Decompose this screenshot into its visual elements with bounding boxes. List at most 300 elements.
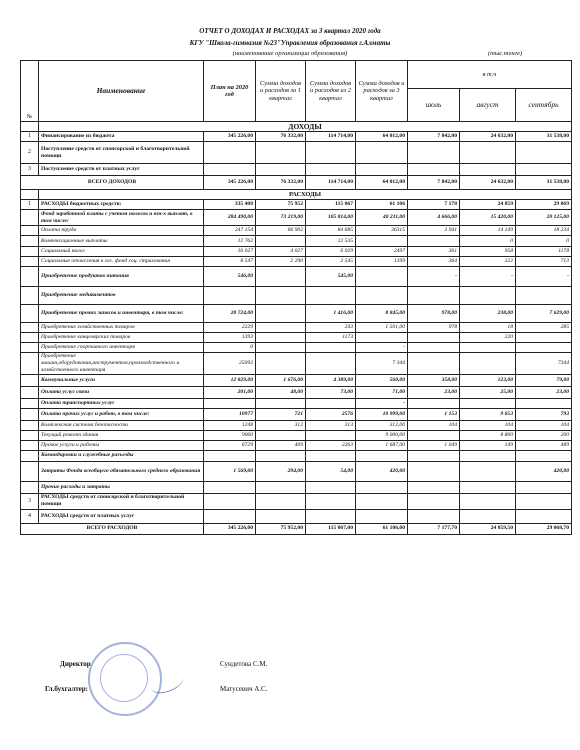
row-name: РАСХОДЫ средств от платных услуг: [39, 509, 204, 523]
value-q3: 560,00: [356, 375, 408, 387]
value-plan: [204, 481, 256, 493]
value-q2: [306, 481, 356, 493]
value-m3: 1178: [516, 246, 572, 256]
row-name: Финансирование из бюджета: [39, 132, 204, 142]
value-q1: 73 219,00: [256, 210, 306, 226]
row-name: Оплата транспортных услуг: [39, 399, 204, 409]
value-q2: [306, 342, 356, 352]
value-plan: 345 226,00: [204, 176, 256, 190]
value-m2: [460, 342, 516, 352]
value-q1: [256, 164, 306, 176]
value-m1: 1 153: [408, 409, 460, 421]
row-name: Текущий ремонт здания: [39, 431, 204, 441]
col-q1: Сумма доходов и расходов за 1 квартал: [256, 61, 306, 122]
value-m3: 23,00: [516, 387, 572, 399]
value-m3: 31 538,00: [516, 176, 572, 190]
value-q3: 61 106,00: [356, 523, 408, 534]
value-plan: 28 724,00: [204, 304, 256, 322]
row-name: Оплата прочих услуг и работ, в том числе:: [39, 409, 204, 421]
col-august: август: [460, 88, 516, 121]
value-m3: 200: [516, 431, 572, 441]
value-m1: [408, 493, 460, 509]
row-number: [21, 236, 39, 246]
value-m3: 7 629,00: [516, 304, 572, 322]
value-m3: -: [516, 266, 572, 286]
accountant-label: Гл.бухгалтер:: [45, 685, 89, 693]
value-q2: 105 814,00: [306, 210, 356, 226]
value-m3: [516, 286, 572, 304]
row-name: Поступление средств от платных услуг: [39, 164, 204, 176]
value-plan: 9060: [204, 431, 256, 441]
value-q1: 48,00: [256, 387, 306, 399]
row-number: 3: [21, 164, 39, 176]
col-plan: План на 2020 год: [204, 61, 256, 122]
row-name: Социальный налог: [39, 246, 204, 256]
value-m2: [460, 451, 516, 461]
value-m3: 18 234: [516, 226, 572, 236]
row-number: [21, 226, 39, 236]
value-m1: 364: [408, 256, 460, 266]
row-name: Оплата услуг связи: [39, 387, 204, 399]
expense-row: [21, 256, 572, 266]
value-m1: [408, 431, 460, 441]
value-plan: 345 226,00: [204, 132, 256, 142]
section-title: РАСХОДЫ: [39, 190, 572, 200]
expense-row: [21, 461, 572, 481]
value-q1: [256, 266, 306, 286]
value-m1: 7 842,00: [408, 132, 460, 142]
row-number: [21, 409, 39, 421]
value-q3: [356, 286, 408, 304]
value-q3: 2497: [356, 246, 408, 256]
value-m3: [516, 493, 572, 509]
value-m2: [460, 493, 516, 509]
value-q2: [306, 451, 356, 461]
expense-row: [21, 399, 572, 409]
value-plan: 12 829,00: [204, 375, 256, 387]
value-m2: 25,00: [460, 387, 516, 399]
value-q1: 409: [256, 441, 306, 451]
value-q1: 4 027: [256, 246, 306, 256]
expense-row: [21, 509, 572, 523]
header-row: [21, 61, 572, 89]
value-m3: 420,00: [516, 461, 572, 481]
row-number: [21, 332, 39, 342]
row-name: Прочие расходы и затраты: [39, 481, 204, 493]
row-number: [21, 246, 39, 256]
value-m2: [460, 142, 516, 164]
director-name: Сундетова С.М.: [220, 660, 268, 668]
col-september: сентябрь: [516, 88, 572, 121]
value-q2: 545,00: [306, 266, 356, 286]
income-section-row: [21, 122, 572, 132]
value-m1: [408, 164, 460, 176]
value-q1: 76 332,00: [256, 176, 306, 190]
director-label: Директор: [60, 660, 91, 668]
value-q1: 294,00: [256, 461, 306, 481]
accountant-name: Матусевич А.С.: [220, 685, 268, 693]
value-m2: 9 053: [460, 409, 516, 421]
value-m1: 7 178: [408, 200, 460, 210]
units-label: (тыс.тенге): [488, 50, 523, 57]
col-q2: Сумма доходов и расходов из 2 квартал: [306, 61, 356, 122]
value-q1: [256, 236, 306, 246]
row-number: 1: [21, 132, 39, 142]
row-name: Оплата труда: [39, 226, 204, 236]
row-number: 3: [21, 493, 39, 509]
value-q1: 75 952: [256, 200, 306, 210]
row-name: Коммунальные услуги: [39, 375, 204, 387]
value-plan: [204, 451, 256, 461]
value-m1: [408, 509, 460, 523]
value-q2: [306, 142, 356, 164]
value-q2: [306, 509, 356, 523]
row-name: Социальные отчисления в гос. фонд соц. страхования: [39, 256, 204, 266]
value-m1: 978: [408, 322, 460, 332]
row-number: 4: [21, 509, 39, 523]
expense-row: [21, 409, 572, 421]
value-m1: [408, 461, 460, 481]
value-m2: 322: [460, 256, 516, 266]
value-q2: 54,00: [306, 461, 356, 481]
value-m3: 713: [516, 256, 572, 266]
value-m2: 15 420,00: [460, 210, 516, 226]
row-number: [21, 481, 39, 493]
value-m2: 24 859,50: [460, 523, 516, 534]
value-q1: [256, 332, 306, 342]
expense-total-row: [21, 523, 572, 534]
section-no-cell: [21, 190, 39, 200]
value-m3: 489: [516, 441, 572, 451]
value-m1: [408, 286, 460, 304]
row-name: Затраты Фонда всеобщего обязательного среднего образования: [39, 461, 204, 481]
col-q3: Сумма доходов и расходов за 3 квартал: [356, 61, 408, 122]
expense-row: [21, 304, 572, 322]
value-plan: 247 154: [204, 226, 256, 236]
row-name: Приобретение хозяйственных товаров: [39, 322, 204, 332]
value-m1: 978,00: [408, 304, 460, 322]
row-name: Приобретение канцелярских товаров: [39, 332, 204, 342]
income-total-row: [21, 176, 572, 190]
value-m3: [516, 481, 572, 493]
value-q3: -: [356, 342, 408, 352]
value-q2: 6 029: [306, 246, 356, 256]
value-q2: 4 389,00: [306, 375, 356, 387]
value-q1: 76 332,00: [256, 132, 306, 142]
row-number: [21, 441, 39, 451]
value-m3: [516, 399, 572, 409]
value-m3: 20 125,00: [516, 210, 572, 226]
expense-row: [21, 421, 572, 431]
value-m1: 4 666,00: [408, 210, 460, 226]
value-q1: [256, 342, 306, 352]
col-july: июль: [408, 88, 460, 121]
row-number: [21, 256, 39, 266]
value-m2: [460, 509, 516, 523]
value-q2: 114 714,00: [306, 176, 356, 190]
value-plan: [204, 509, 256, 523]
report-title: ОТЧЕТ О ДОХОДАХ И РАСХОДАХ за 3 квартал 2020 года: [199, 27, 381, 35]
value-q1: 66 902: [256, 226, 306, 236]
value-m3: 31 538,00: [516, 132, 572, 142]
value-q3: [356, 451, 408, 461]
value-q3: 64 012,00: [356, 176, 408, 190]
value-m1: 361: [408, 246, 460, 256]
row-number: [21, 399, 39, 409]
value-q3: [356, 236, 408, 246]
expense-row: [21, 451, 572, 461]
value-m1: [408, 353, 460, 375]
expense-row: [21, 481, 572, 493]
value-q2: [306, 493, 356, 509]
value-q1: 312: [256, 421, 306, 431]
value-m2: -: [460, 266, 516, 286]
row-number: [21, 210, 39, 226]
value-m1: [408, 342, 460, 352]
value-m2: [460, 461, 516, 481]
expense-row: [21, 200, 572, 210]
value-m1: [408, 481, 460, 493]
value-q2: 1 416,00: [306, 304, 356, 322]
expense-row: [21, 286, 572, 304]
value-q1: [256, 399, 306, 409]
value-plan: 12 762: [204, 236, 256, 246]
value-q3: 1 501,00: [356, 322, 408, 332]
value-plan: 10977: [204, 409, 256, 421]
income-row: [21, 142, 572, 164]
value-q1: [256, 493, 306, 509]
value-q2: [306, 431, 356, 441]
value-q2: 115 067: [306, 200, 356, 210]
col-name: Наименование: [39, 61, 204, 122]
value-q2: 243: [306, 322, 356, 332]
value-q2: [306, 353, 356, 375]
value-m2: 0: [460, 236, 516, 246]
value-q3: [356, 332, 408, 342]
value-q3: [356, 493, 408, 509]
value-plan: 8 547: [204, 256, 256, 266]
value-plan: 6729: [204, 441, 256, 451]
row-number: [21, 304, 39, 322]
row-number: [21, 431, 39, 441]
value-plan: [204, 493, 256, 509]
value-q1: [256, 304, 306, 322]
value-m1: 358,00: [408, 375, 460, 387]
value-q1: [256, 322, 306, 332]
value-q3: 61 106: [356, 200, 408, 210]
value-m1: [408, 451, 460, 461]
row-name: Приобретение продуктов питания: [39, 266, 204, 286]
row-number: [21, 375, 39, 387]
value-plan: [204, 399, 256, 409]
expense-section-row: [21, 190, 572, 200]
expense-row: [21, 441, 572, 451]
row-number: [21, 266, 39, 286]
value-m2: 220: [460, 332, 516, 342]
value-m2: 18: [460, 322, 516, 332]
value-q3: 71,00: [356, 387, 408, 399]
section-no-cell: [21, 122, 39, 132]
value-q3: 1 687,00: [356, 441, 408, 451]
value-m3: 0: [516, 236, 572, 246]
value-q3: 36315: [356, 226, 408, 236]
value-m1: [408, 332, 460, 342]
value-q2: 1173: [306, 332, 356, 342]
value-q3: 10 999,00: [356, 409, 408, 421]
value-plan: 201,00: [204, 387, 256, 399]
value-m3: [516, 342, 572, 352]
value-plan: 546,00: [204, 266, 256, 286]
expense-row: [21, 332, 572, 342]
value-q1: 2 290: [256, 256, 306, 266]
value-m2: [460, 286, 516, 304]
row-name: Приобретение медикаментов: [39, 286, 204, 304]
value-q3: -: [356, 399, 408, 409]
report-table: [20, 60, 572, 535]
row-name: РАСХОДЫ бюджетных средств:: [39, 200, 204, 210]
row-name: Приобретение прочих запасов и инвентаря, в том числе:: [39, 304, 204, 322]
value-m2: 238,00: [460, 304, 516, 322]
section-title: ДОХОДЫ: [39, 122, 572, 132]
expense-row: [21, 266, 572, 286]
row-name: РАСХОДЫ средств от спонсорской и благотворительной помощи: [39, 493, 204, 509]
row-number: 1: [21, 200, 39, 210]
value-q3: 64 012,00: [356, 132, 408, 142]
value-q2: 84 685: [306, 226, 356, 236]
row-name: Приобретение машин,оборудования,инструментов,производственного и хозяйственного инвентаря: [39, 353, 204, 375]
value-q2: 2 545: [306, 256, 356, 266]
value-m3: 793: [516, 409, 572, 421]
value-q3: 8 845,00: [356, 304, 408, 322]
organization-caption: (наименование организации образования): [232, 50, 348, 57]
value-q3: 7 344: [356, 353, 408, 375]
organization-title: КГУ "Школа-гимназия №23"Управления образования г.Алматы: [189, 39, 391, 47]
value-plan: 335 408: [204, 200, 256, 210]
value-q1: [256, 451, 306, 461]
value-m3: 285: [516, 322, 572, 332]
expense-row: [21, 210, 572, 226]
row-number: [21, 322, 39, 332]
value-m3: 79,00: [516, 375, 572, 387]
row-number: [21, 353, 39, 375]
value-q1: [256, 509, 306, 523]
expense-row: [21, 375, 572, 387]
value-m3: [516, 509, 572, 523]
expense-row: [21, 322, 572, 332]
value-q3: 420,00: [356, 461, 408, 481]
expense-row: [21, 387, 572, 399]
value-m1: 3 941: [408, 226, 460, 236]
value-q2: 2263: [306, 441, 356, 451]
value-q2: [306, 399, 356, 409]
value-m1: -: [408, 266, 460, 286]
value-plan: 1 569,00: [204, 461, 256, 481]
value-plan: 25092: [204, 353, 256, 375]
value-q1: [256, 431, 306, 441]
value-q2: 114 714,00: [306, 132, 356, 142]
value-m3: 7344: [516, 353, 572, 375]
value-m2: 104: [460, 421, 516, 431]
value-m1: 1 049: [408, 441, 460, 451]
row-number: [21, 387, 39, 399]
value-q1: 75 952,00: [256, 523, 306, 534]
value-m2: [460, 353, 516, 375]
row-number: [21, 342, 39, 352]
value-q1: [256, 142, 306, 164]
value-m2: 149: [460, 441, 516, 451]
value-q1: 1 676,00: [256, 375, 306, 387]
row-name: Комплексная система безопасности: [39, 421, 204, 431]
value-plan: 284 490,00: [204, 210, 256, 226]
value-m2: 24 859: [460, 200, 516, 210]
value-m2: [460, 164, 516, 176]
value-q1: [256, 481, 306, 493]
value-m3: 29 069: [516, 200, 572, 210]
col-group: в т.ч: [408, 61, 572, 89]
value-q3: [356, 509, 408, 523]
row-name: ВСЕГО РАСХОДОВ: [21, 523, 204, 534]
value-q3: [356, 481, 408, 493]
expense-row: [21, 246, 572, 256]
value-m2: 24 632,00: [460, 132, 516, 142]
value-q2: [306, 164, 356, 176]
expense-row: [21, 236, 572, 246]
value-q3: 1399: [356, 256, 408, 266]
value-q3: 312,00: [356, 421, 408, 431]
value-m1: 7 177,70: [408, 523, 460, 534]
value-m3: [516, 164, 572, 176]
expense-row: [21, 226, 572, 236]
row-name: Прочие услуги и работы: [39, 441, 204, 451]
income-row: [21, 132, 572, 142]
value-plan: 2229: [204, 322, 256, 332]
expense-row: [21, 493, 572, 509]
value-m1: [408, 142, 460, 164]
row-name: Компенсационные выплаты: [39, 236, 204, 246]
value-plan: 345 226,00: [204, 523, 256, 534]
value-m3: 29 068,70: [516, 523, 572, 534]
row-name: Приобретение спортивного инвентаря: [39, 342, 204, 352]
expense-row: [21, 431, 572, 441]
value-plan: [204, 142, 256, 164]
value-m2: 24 632,00: [460, 176, 516, 190]
value-q2: 313: [306, 421, 356, 431]
value-m2: [460, 481, 516, 493]
value-plan: 1248: [204, 421, 256, 431]
value-q2: 2576: [306, 409, 356, 421]
value-q3: [356, 164, 408, 176]
value-m3: [516, 142, 572, 164]
income-row: [21, 164, 572, 176]
value-m2: [460, 399, 516, 409]
value-q1: [256, 353, 306, 375]
row-number: [21, 451, 39, 461]
row-number: [21, 286, 39, 304]
row-number: [21, 461, 39, 481]
value-plan: [204, 164, 256, 176]
value-m2: 14 149: [460, 226, 516, 236]
row-name: Командировки и служебные разъезды: [39, 451, 204, 461]
row-number: 2: [21, 142, 39, 164]
row-name: Фонд заработной платы с учетом налогов и взн-х выплат, в том числе:: [39, 210, 204, 226]
expense-row: [21, 342, 572, 352]
value-q3: [356, 266, 408, 286]
value-q2: 73,00: [306, 387, 356, 399]
value-m1: 7 842,00: [408, 176, 460, 190]
value-q2: 12 535: [306, 236, 356, 246]
value-m2: 958: [460, 246, 516, 256]
value-m1: 23,00: [408, 387, 460, 399]
